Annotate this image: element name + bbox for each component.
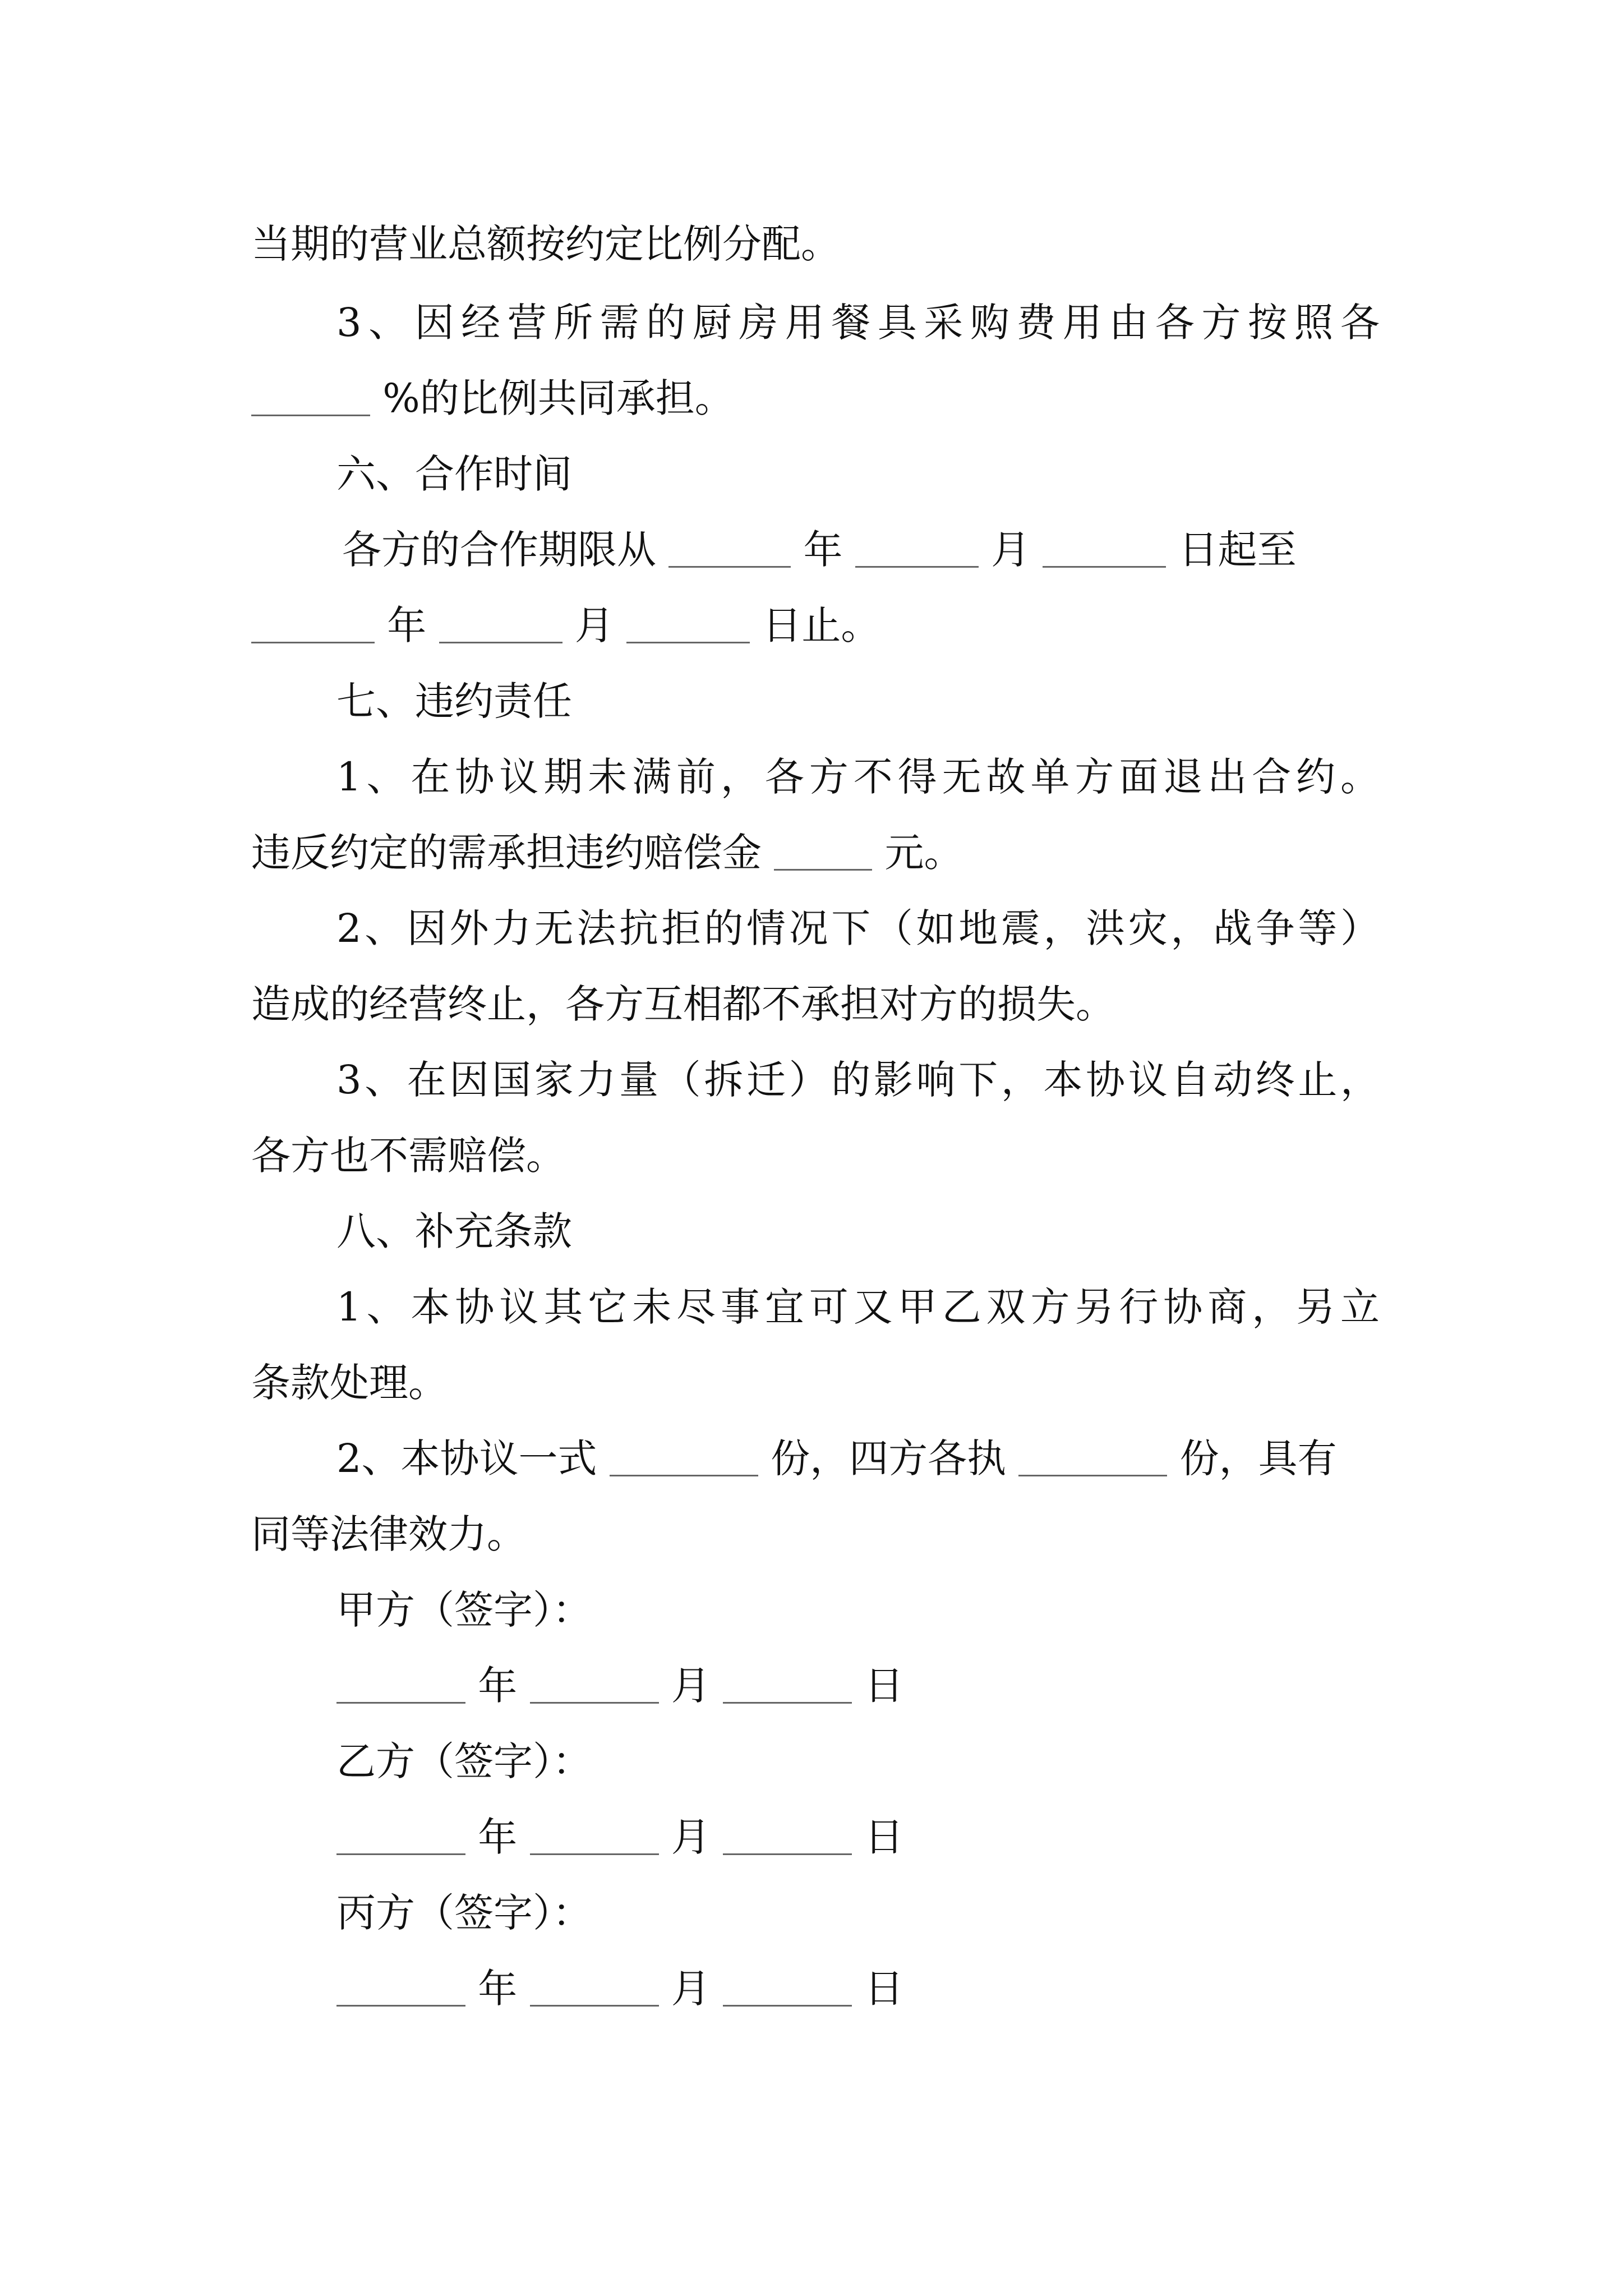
blank-line bbox=[336, 1814, 465, 1855]
text-segment: 年 bbox=[478, 1966, 518, 2012]
signature-label bbox=[336, 1579, 729, 1641]
blank-line bbox=[530, 1663, 659, 1704]
blank-line bbox=[336, 1966, 465, 2007]
text-segment: 1、本协议其它未尽事宜可又甲乙双方另行协商，另立 bbox=[336, 1284, 1380, 1330]
blank-line bbox=[723, 1966, 852, 2007]
text-segment: 份，具有 bbox=[1179, 1435, 1337, 1481]
paragraph-line bbox=[336, 1276, 1380, 1338]
blank-line bbox=[610, 1435, 758, 1476]
paragraph-line bbox=[342, 519, 1385, 581]
paragraph-line bbox=[251, 973, 1205, 1035]
blank-line bbox=[1043, 527, 1166, 568]
blank-line bbox=[439, 602, 562, 643]
section-heading bbox=[336, 1200, 729, 1262]
blank-line bbox=[1018, 1435, 1167, 1476]
text-segment: 各方的合作期限从 bbox=[342, 527, 656, 573]
text-segment: 份，四方各执 bbox=[771, 1435, 1007, 1481]
section-heading bbox=[336, 670, 729, 732]
date-line bbox=[336, 1655, 953, 1717]
paragraph-line bbox=[251, 595, 924, 656]
signature-label bbox=[336, 1882, 729, 1944]
party-c-signature-label: 丙方（签字）： bbox=[336, 1890, 592, 1936]
paragraph-line bbox=[336, 1428, 1380, 1489]
signature-label bbox=[336, 1731, 729, 1792]
text-segment: 造成的经营终止，各方互相都不承担对方的损失。 bbox=[251, 981, 1115, 1027]
text-segment: 2、本协议一式 bbox=[336, 1435, 597, 1481]
text-segment: 月 bbox=[574, 602, 614, 648]
party-b-signature-label: 乙方（签字）： bbox=[336, 1738, 592, 1784]
text-segment: %的比例共同承担。 bbox=[382, 375, 734, 421]
text-segment: 日起至 bbox=[1178, 527, 1297, 573]
blank-line bbox=[336, 1663, 465, 1704]
text-segment: 月 bbox=[671, 1966, 711, 2012]
paragraph-line bbox=[336, 746, 1380, 808]
section-title: 七、违约责任 bbox=[336, 678, 572, 724]
blank-line bbox=[251, 375, 370, 416]
text-segment: 条款处理。 bbox=[251, 1360, 448, 1406]
text-segment: 年 bbox=[478, 1814, 518, 1860]
blank-line bbox=[855, 527, 979, 568]
text-segment: 年 bbox=[387, 602, 427, 648]
section-heading bbox=[336, 443, 729, 505]
paragraph-line bbox=[251, 822, 1036, 884]
blank-line bbox=[251, 602, 375, 643]
text-segment: 1、在协议期未满前，各方不得无故单方面退出合约。 bbox=[336, 754, 1380, 800]
date-line bbox=[336, 1958, 953, 2019]
text-segment: 当期的营业总额按约定比例分配。 bbox=[251, 221, 840, 267]
paragraph-line bbox=[251, 1352, 532, 1414]
text-segment: 月 bbox=[671, 1663, 711, 1709]
blank-line bbox=[774, 830, 872, 871]
text-segment: 同等法律效力。 bbox=[251, 1511, 526, 1557]
text-segment: 年 bbox=[478, 1663, 518, 1709]
paragraph-line bbox=[251, 1503, 644, 1565]
paragraph-line bbox=[251, 367, 812, 429]
party-a-signature-label: 甲方（签字）： bbox=[336, 1587, 592, 1633]
blank-line bbox=[530, 1814, 659, 1855]
paragraph-line bbox=[251, 1125, 644, 1186]
blank-line bbox=[626, 602, 750, 643]
text-segment: 日 bbox=[864, 1814, 904, 1860]
date-line bbox=[336, 1806, 953, 1868]
text-segment: 2、因外力无法抗拒的情况下（如地震，洪灾，战争等） bbox=[336, 905, 1380, 951]
paragraph-line bbox=[251, 213, 896, 275]
text-segment: 月 bbox=[671, 1814, 711, 1860]
section-title: 八、补充条款 bbox=[336, 1208, 572, 1254]
section-title: 六、合作时间 bbox=[336, 451, 572, 497]
text-segment: 3、因经营所需的厨房用餐具采购费用由各方按照各 bbox=[336, 300, 1380, 346]
text-segment: 年 bbox=[803, 527, 843, 573]
blank-line bbox=[530, 1966, 659, 2007]
blank-line bbox=[723, 1814, 852, 1855]
paragraph-line bbox=[336, 1049, 1380, 1111]
text-segment: 日 bbox=[864, 1966, 904, 2012]
blank-line bbox=[723, 1663, 852, 1704]
paragraph-line bbox=[336, 898, 1380, 959]
text-segment: 日止。 bbox=[762, 602, 880, 648]
text-segment: 违反约定的需承担违约赔偿金 bbox=[251, 830, 762, 876]
text-segment: 各方也不需赔偿。 bbox=[251, 1133, 565, 1179]
text-segment: 日 bbox=[864, 1663, 904, 1709]
paragraph-line bbox=[336, 292, 1380, 353]
blank-line bbox=[668, 527, 791, 568]
text-segment: 月 bbox=[991, 527, 1031, 573]
text-segment: 元。 bbox=[884, 830, 963, 876]
text-segment: 3、在因国家力量（拆迁）的影响下，本协议自动终止， bbox=[336, 1057, 1380, 1103]
